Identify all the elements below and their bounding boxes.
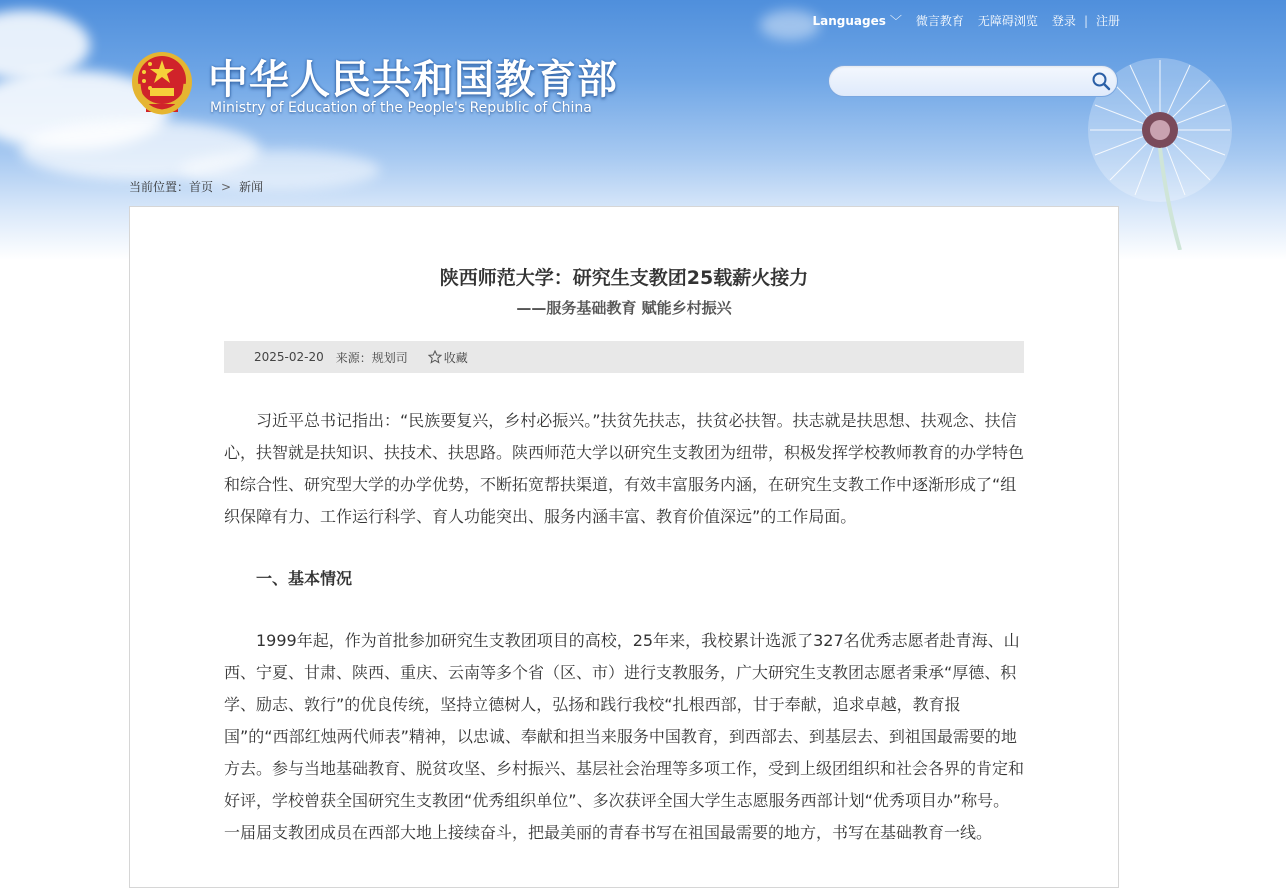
- favorite-button[interactable]: [428, 349, 468, 366]
- search-input[interactable]: [839, 71, 1083, 93]
- article-meta-bar: [224, 341, 1024, 373]
- site-title: 中华人民共和国教育部: [208, 57, 618, 103]
- register-link[interactable]: 注册: [1095, 14, 1120, 28]
- article-paragraph: 1999年起，作为首批参加研究生支教团项目的高校，25年来，我校累计选派了327名优秀志愿者赴青海、山西、宁夏、甘肃、陕西、重庆、云南等多个省（区、市）进行支教服务，广大研究生支教团志愿者秉承“厚德、积学、励志、敦行”的优良传统，坚持立德树人，弘扬和践行我校“扎根西部，甘于奉献，追求卓越，教育报国”的“西部红烛两代师表”精神，以忠诚、奉献和担当来服务中国教育，到西部去、到基层去、到祖国最需要的地方去。参与当地基础教育、脱贫攻坚、乡村振兴、基层社会治理等多项工作，受到上级团组织和社会各界的肯定和好评，学校曾获全国研究生支教团“优秀组织单位”、多次获评全国大学生志愿服务西部计划“优秀项目办”称号。一届届支教团成员在西部大地上接续奋斗，把最美丽的青春书写在祖国最需要的地方，书写在基础教育一线。: [224, 631, 1025, 842]
- article-body: [224, 405, 1024, 849]
- breadcrumb: [129, 178, 263, 195]
- national-emblem-icon: [130, 50, 194, 118]
- article-panel: [129, 206, 1119, 888]
- chevron-right-icon: >: [221, 180, 232, 194]
- publish-date: 2025-02-20: [254, 350, 324, 364]
- nav-divider: |: [1083, 13, 1088, 28]
- breadcrumb-current-link[interactable]: 新闻: [239, 180, 264, 194]
- article-paragraph: 习近平总书记指出：“民族要复兴，乡村必振兴。”扶贫先扶志，扶贫必扶智。扶志就是扶思想、扶观念、扶信心，扶智就是扶知识、扶技术、扶思路。陕西师范大学以研究生支教团为纽带，积极发挥学校教师教育的办学特色和综合性、研究型大学的办学优势，不断拓宽帮扶渠道，有效丰富服务内涵，在研究生支教工作中逐渐形成了“组织保障有力、工作运行科学、育人功能突出、服务内涵丰富、教育价值深远”的工作局面。: [224, 411, 1025, 526]
- languages-menu[interactable]: [812, 12, 901, 29]
- login-link[interactable]: 登录: [1051, 14, 1076, 28]
- favorite-label: 收藏: [443, 350, 468, 365]
- search-icon[interactable]: [1091, 71, 1111, 91]
- article-title: 陕西师范大学：研究生支教团25载薪火接力: [439, 267, 809, 289]
- article-subtitle: ——服务基础教育 赋能乡村振兴: [516, 299, 732, 317]
- star-icon: [428, 350, 442, 364]
- section-heading: 一、基本情况: [256, 569, 353, 588]
- site-subtitle: Ministry of Education of the People's Republic of China: [210, 100, 592, 116]
- weiyan-link[interactable]: 微言教育: [915, 14, 964, 28]
- article-source: 来源：规划司: [335, 350, 408, 365]
- breadcrumb-label: 当前位置：: [129, 180, 190, 194]
- accessible-browse-link[interactable]: 无障碍浏览: [977, 14, 1038, 28]
- languages-label: Languages: [812, 14, 886, 28]
- search-box: [828, 65, 1118, 97]
- top-nav: [798, 12, 1120, 29]
- chevron-down-icon: ﹀: [889, 14, 902, 28]
- breadcrumb-home-link[interactable]: 首页: [189, 180, 214, 194]
